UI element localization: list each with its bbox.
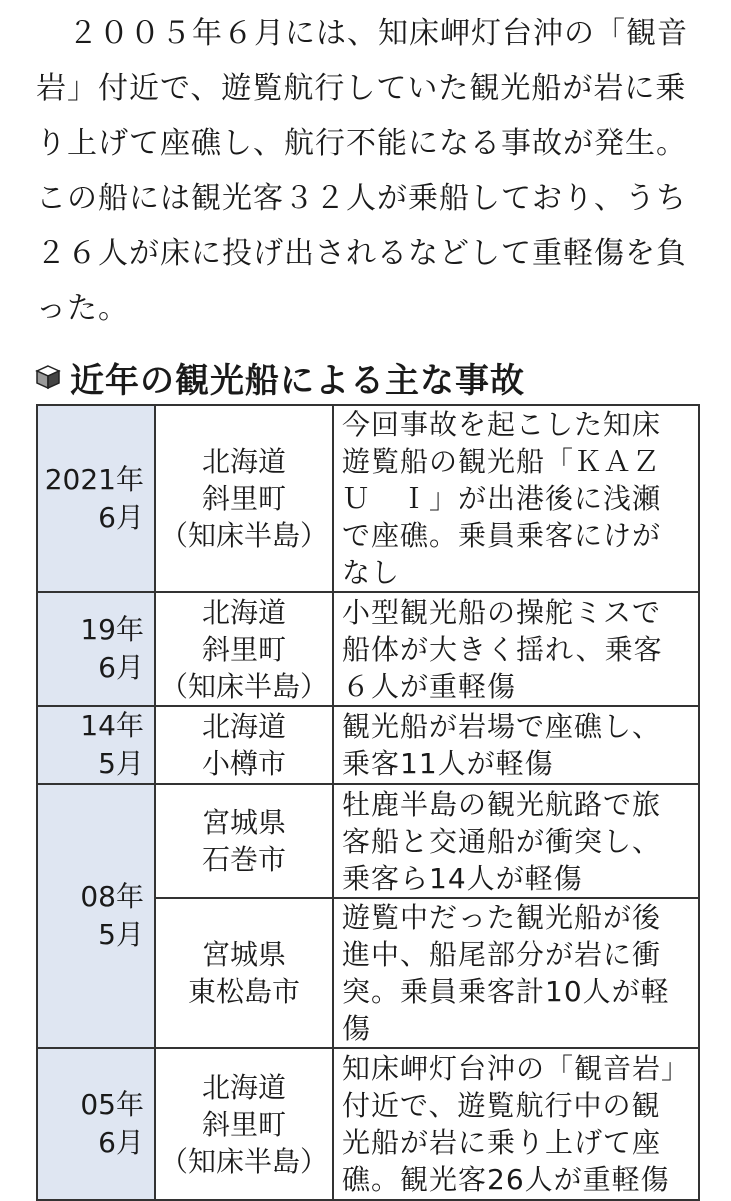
description-line: Ｕ Ｉ」が出港後に浅瀬 xyxy=(342,482,662,515)
place-cell xyxy=(155,784,333,898)
description-line: 小型観光船の操舵ミスで xyxy=(342,595,662,629)
date-year: 08年 xyxy=(80,880,144,913)
description-cell xyxy=(333,784,699,898)
cube-icon xyxy=(34,363,62,391)
description-line: 観光船が岩場で座礁し、 xyxy=(342,710,662,743)
date-month: 5月 xyxy=(98,918,144,951)
paragraph-line: 岩」付近で、遊覧航行していた観光船が岩に乗 xyxy=(36,71,687,106)
table-row xyxy=(37,592,699,706)
description-line: 乗客11人が軽傷 xyxy=(342,747,554,780)
description-line: ６人が重軽傷 xyxy=(342,669,517,703)
paragraph-line: この船には観光客３２人が乗船しており、うち xyxy=(36,181,687,216)
place-line: （知床半島） xyxy=(159,519,328,552)
place-line: 北海道 xyxy=(201,710,286,743)
paragraph-line: ２６人が床に投げ出されるなどして重軽傷を負 xyxy=(36,236,687,271)
description-line: 礁。観光客26人が重軽傷 xyxy=(342,1163,670,1196)
table-row xyxy=(37,405,699,592)
place-cell xyxy=(155,1048,333,1200)
description-cell xyxy=(333,1048,699,1200)
description-line: 進中、船尾部分が岩に衝 xyxy=(342,938,662,971)
place-line: 宮城県 xyxy=(201,938,286,971)
place-line: （知床半島） xyxy=(159,1144,328,1178)
description-cell xyxy=(333,706,699,784)
description-line: 突。乗員乗客計10人が軽 xyxy=(342,975,670,1008)
description-line: 牡鹿半島の観光航路で旅 xyxy=(342,787,662,821)
place-line: 宮城県 xyxy=(201,806,286,839)
description-line: 今回事故を起こした知床 xyxy=(342,408,662,441)
description-cell xyxy=(333,405,699,592)
place-line: 石巻市 xyxy=(201,843,286,876)
date-month: 5月 xyxy=(98,747,144,780)
date-cell xyxy=(37,405,155,592)
table-row xyxy=(37,784,699,898)
date-cell xyxy=(37,706,155,784)
date-cell xyxy=(37,1048,155,1200)
place-line: 北海道 xyxy=(201,445,286,478)
section-title: 近年の観光船による主な事故 xyxy=(70,360,525,401)
description-line: なし xyxy=(342,556,401,589)
place-cell xyxy=(155,898,333,1048)
date-cell xyxy=(37,592,155,706)
place-line: 斜里町 xyxy=(201,1107,286,1141)
description-line: 付近で、遊覧航行中の観 xyxy=(342,1089,661,1122)
description-line: 乗客ら14人が軽傷 xyxy=(342,861,583,895)
article-paragraph xyxy=(36,6,708,336)
description-line: 船体が大きく揺れ、乗客 xyxy=(342,632,663,666)
place-line: （知床半島） xyxy=(159,669,328,703)
description-line: 光船が岩に乗り上げて座 xyxy=(342,1126,662,1159)
place-line: 北海道 xyxy=(201,595,286,629)
place-cell xyxy=(155,706,333,784)
place-line: 小樽市 xyxy=(201,747,286,780)
description-line: 傷 xyxy=(342,1012,372,1045)
description-line: 客船と交通船が衝突し、 xyxy=(342,824,662,858)
place-line: 東松島市 xyxy=(187,975,300,1008)
date-cell xyxy=(37,784,155,1048)
place-line: 斜里町 xyxy=(201,632,286,666)
description-cell xyxy=(333,592,699,706)
section-heading xyxy=(34,352,525,402)
paragraph-line: り上げて座礁し、航行不能になる事故が発生。 xyxy=(36,126,687,161)
date-year: 19年 xyxy=(80,613,144,646)
description-cell xyxy=(333,898,699,1048)
date-year: 14年 xyxy=(80,709,144,742)
date-month: 6月 xyxy=(98,1126,144,1159)
place-cell xyxy=(155,405,333,592)
description-line: で座礁。乗員乗客にけが xyxy=(342,519,662,552)
paragraph-line: った。 xyxy=(36,291,129,326)
place-line: 斜里町 xyxy=(201,482,286,515)
accidents-table xyxy=(36,404,700,1201)
description-line: 知床岬灯台沖の「観音岩」 xyxy=(342,1052,691,1085)
date-month: 6月 xyxy=(98,500,144,534)
place-line: 北海道 xyxy=(201,1070,286,1104)
date-month: 6月 xyxy=(98,651,144,684)
description-line: 遊覧中だった観光船が後 xyxy=(342,901,662,934)
description-line: 遊覧船の観光船「ＫＡＺ xyxy=(342,445,662,478)
date-year: 05年 xyxy=(80,1088,144,1121)
table-row xyxy=(37,706,699,784)
place-cell xyxy=(155,592,333,706)
table-row xyxy=(37,1048,699,1200)
date-year: 2021年 xyxy=(44,462,144,496)
paragraph-line: ２００５年６月には、知床岬灯台沖の「観音 xyxy=(68,16,688,51)
